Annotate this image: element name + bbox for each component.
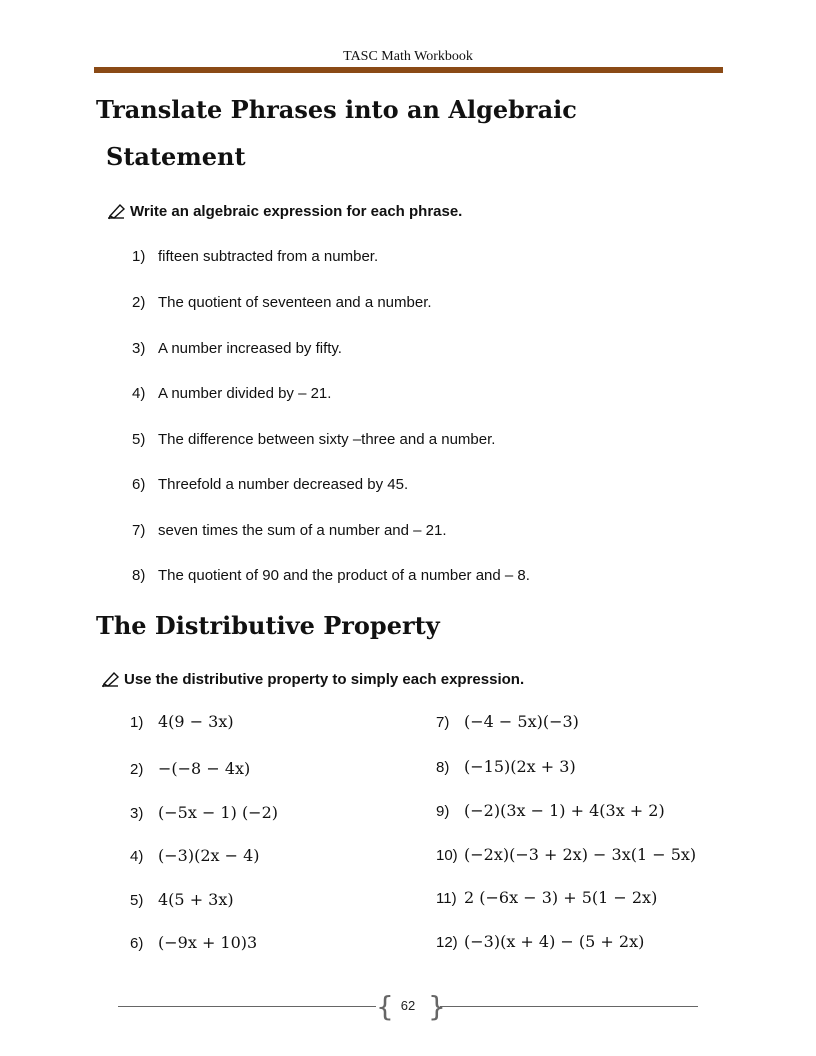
math-expression: 4(5 + 3x) bbox=[158, 890, 234, 909]
list-item: 3) A number increased by fifty. bbox=[132, 340, 342, 357]
exercise-item: 8) (−15)(2x + 3) bbox=[436, 757, 576, 776]
list-item: 5) The difference between sixty –three and a number. bbox=[132, 431, 496, 448]
exercise-item: 6) (−9x + 10)3 bbox=[130, 933, 258, 952]
instruction-distributive bbox=[100, 670, 524, 688]
math-expression: −(−8 − 4x) bbox=[158, 759, 251, 778]
math-expression: (−4 − 5x)(−3) bbox=[464, 712, 579, 731]
math-expression: (−3)(2x − 4) bbox=[158, 846, 260, 865]
exercise-item: 4) (−3)(2x − 4) bbox=[130, 846, 260, 865]
left-brace-icon: { bbox=[376, 990, 394, 1023]
pencil-icon bbox=[100, 670, 122, 688]
section-title-distributive: The Distributive Property bbox=[96, 611, 440, 640]
list-item: 8) The quotient of 90 and the product of a number and – 8. bbox=[132, 567, 530, 584]
instruction-text: Write an algebraic expression for each phrase. bbox=[130, 203, 463, 220]
exercise-item: 7) (−4 − 5x)(−3) bbox=[436, 712, 579, 731]
math-expression: (−5x − 1) (−2) bbox=[158, 803, 279, 822]
list-item: 1) fifteen subtracted from a number. bbox=[132, 248, 379, 265]
exercise-item: 9) (−2)(3x − 1) + 4(3x + 2) bbox=[436, 801, 665, 820]
section-title-translate: Translate Phrases into an Algebraic bbox=[96, 95, 577, 124]
exercise-item: 11) 2 (−6x − 3) + 5(1 − 2x) bbox=[436, 888, 658, 907]
exercise-item: 5) 4(5 + 3x) bbox=[130, 890, 234, 909]
exercise-item: 3) (−5x − 1) (−2) bbox=[130, 803, 279, 822]
math-expression: 2 (−6x − 3) + 5(1 − 2x) bbox=[464, 888, 658, 907]
running-header: TASC Math Workbook bbox=[343, 49, 473, 64]
math-expression: (−2x)(−3 + 2x) − 3x(1 − 5x) bbox=[464, 845, 697, 864]
math-expression: 4(9 − 3x) bbox=[158, 712, 234, 731]
page-number: 62 bbox=[400, 998, 416, 1013]
instruction-translate bbox=[106, 202, 462, 220]
header-rule bbox=[94, 67, 723, 73]
pencil-icon bbox=[106, 202, 128, 220]
math-expression: (−15)(2x + 3) bbox=[464, 757, 576, 776]
section-title-translate-line2: Statement bbox=[106, 142, 246, 171]
list-item: 7) seven times the sum of a number and – 21. bbox=[132, 522, 447, 539]
exercise-item: 1) 4(9 − 3x) bbox=[130, 712, 234, 731]
exercise-item: 2) −(−8 − 4x) bbox=[130, 759, 251, 778]
math-expression: (−9x + 10)3 bbox=[158, 933, 258, 952]
list-item: 2) The quotient of seventeen and a number. bbox=[132, 294, 432, 311]
math-expression: (−2)(3x − 1) + 4(3x + 2) bbox=[464, 801, 665, 820]
instruction-text: Use the distributive property to simply each expression. bbox=[124, 671, 525, 688]
exercise-item: 12) (−3)(x + 4) − (5 + 2x) bbox=[436, 932, 645, 951]
math-expression: (−3)(x + 4) − (5 + 2x) bbox=[464, 932, 645, 951]
list-item: 6) Threefold a number decreased by 45. bbox=[132, 476, 409, 493]
footer-rule-left bbox=[118, 1006, 376, 1007]
list-item: 4) A number divided by – 21. bbox=[132, 385, 332, 402]
footer-rule-right bbox=[440, 1006, 698, 1007]
right-brace-icon: } bbox=[428, 990, 446, 1023]
exercise-item: 10) (−2x)(−3 + 2x) − 3x(1 − 5x) bbox=[436, 845, 697, 864]
